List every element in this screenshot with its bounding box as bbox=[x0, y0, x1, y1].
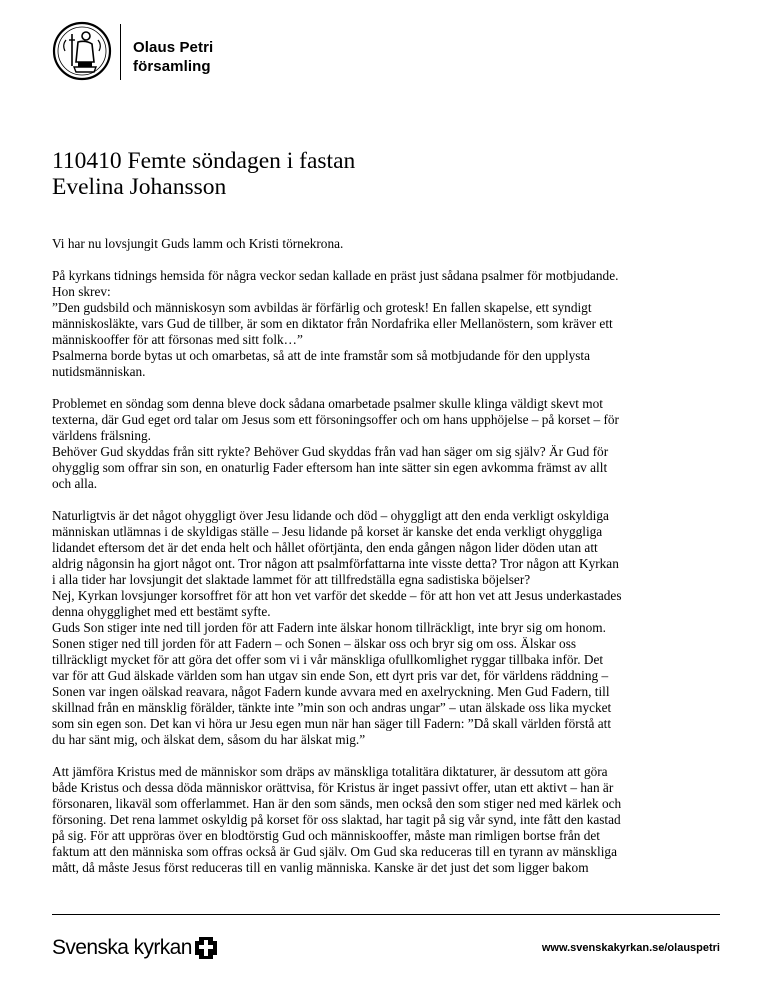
text-line: Behöver Gud skyddas från sitt rykte? Behöver Gud skyddas från vad han säger om sig själv? Är Gud för bbox=[52, 444, 609, 459]
title-date-line: 110410 Femte söndagen i fastan bbox=[52, 148, 356, 174]
text-line: Naturligtvis är det något ohyggligt över Jesu lidande och död – ohyggligt att den enda verkligt oskyldiga bbox=[52, 508, 609, 523]
paragraph bbox=[52, 508, 722, 748]
text-line: försoning. Det rena lammet oskyldig på korset för oss slaktad, har tagit på sig vår synd, inte fått den kastad bbox=[52, 812, 621, 827]
text-line: som sin egen son. Det kan vi höra ur Jesu egen mun när han säger till Fadern: ”Då skall världen förstå att bbox=[52, 716, 612, 731]
text-line: var för att Gud älskade världen som han utgav sin ende Son, ett dyrt pris var det, för världens räddning – bbox=[52, 668, 609, 683]
text-line: människan utlämnas i de skyldigas ställe – Jesu lidande på korset är kanske det enda verkligt ohyggliga bbox=[52, 524, 603, 539]
text-line: nutidsmänniskan. bbox=[52, 364, 146, 379]
text-line: ”Den gudsbild och människosyn som avbildas är förfärlig och grotesk! En fallen skapelse, ett syndigt bbox=[52, 300, 592, 315]
text-line: lidandet eftersom det är det enda helt och hållet oförtjänta, den enda gången någon lider döden utan att bbox=[52, 540, 598, 555]
footer-url: www.svenskakyrkan.se/olauspetri bbox=[541, 942, 720, 954]
parish-name-line2: församling bbox=[133, 58, 211, 75]
text-line: skillnad från en mänsklig förälder, tänkte inte ”min son och andras ungar” – utan älskade oss lika mycket bbox=[52, 700, 612, 715]
text-line: på sig. För att uppröras över en blodtörstig Gud och människooffer, måste man rimligen bortse från det bbox=[52, 828, 600, 843]
logo-divider bbox=[120, 24, 121, 80]
text-line: texterna, där Gud eget ord talar om Jesus som ett försoningsoffer och om hans upphöjelse – på korset – för bbox=[52, 412, 619, 427]
text-line: Guds Son stiger inte ned till jorden för att Fadern inte älskar honom tillräckligt, inte bryr sig om honom. bbox=[52, 620, 606, 635]
parish-seal-logo bbox=[52, 20, 112, 82]
text-line: faktum att den människa som offras också är Gud själv. Om Gud ska reduceras till en tyrann av mänskliga bbox=[52, 844, 617, 859]
document-title bbox=[52, 148, 355, 200]
text-line: människosläkte, vars Gud de tillber, är som en diktator från Nordafrika eller Mellanöstern, som kräver ett bbox=[52, 316, 613, 331]
text-line: mått, då måste Jesus först reduceras till en vanlig människa. Kanske är det just det som ligger bakom bbox=[52, 860, 589, 875]
paragraph bbox=[52, 764, 722, 876]
cross-symbol-icon bbox=[195, 937, 217, 959]
text-line: i alla tider har lovsjungit det slaktade lammet för att tillfredställa egna sadistiska böjelser? bbox=[52, 572, 531, 587]
text-line: Hon skrev: bbox=[52, 284, 111, 299]
text-line: Problemet en söndag som denna bleve dock sådana omarbetade psalmer skulle klinga väldigt skevt mot bbox=[52, 396, 603, 411]
footer-divider bbox=[52, 914, 720, 915]
text-line: Psalmerna borde bytas ut och omarbetas, så att de inte framstår som så motbjudande för den upplysta bbox=[52, 348, 591, 363]
paragraph bbox=[52, 396, 722, 492]
svenska-kyrkan-logo bbox=[52, 936, 217, 960]
text-line: både Kristus och dessa döda människor orättvisa, för Kristus är inget passivt offer, utan ett aktivt – han är bbox=[52, 780, 614, 795]
text-line: Vi har nu lovsjungit Guds lamm och Kristi törnekrona. bbox=[52, 236, 344, 251]
text-line: tillräckligt mycket för att göra det offer som vi i vår mänskliga ofullkomlighet ryggar tillbaka inför. Det bbox=[52, 652, 604, 667]
text-line: Sonen var ingen oälskad reavara, något Fadern kunde avvara med en axelryckning. Men Gud Fadern, till bbox=[52, 684, 610, 699]
text-line: och alla. bbox=[52, 476, 98, 491]
text-line: försonaren, likaväl som offerlammet. Han är den som sänds, men också den som stiger ned med kärlek och bbox=[52, 796, 622, 811]
title-author-line: Evelina Johansson bbox=[52, 174, 227, 200]
sermon-body bbox=[52, 236, 722, 892]
paragraph bbox=[52, 268, 722, 380]
text-line: Sonen stiger ned till jorden för att Fadern – och Sonen – älskar oss och bryr sig om oss. Älskar oss bbox=[52, 636, 577, 651]
text-line: ohygglig som offrar sin son, en onaturlig Fader eftersom han inte sätter sin egen avkomma främst av allt bbox=[52, 460, 608, 475]
text-line: Nej, Kyrkan lovsjunger korsoffret för att hon vet varför det skedde – för att hon vet att Jesus underkastades bbox=[52, 588, 622, 603]
text-line: du har sänt mig, och älskat dem, såsom du har älskat mig.” bbox=[52, 732, 366, 747]
text-line: aldrig någonsin ha gjort något ont. Tror någon att psalmförfattarna inte visste detta? Tror någon att Kyrkan bbox=[52, 556, 619, 571]
text-line: På kyrkans tidnings hemsida för några veckor sedan kallade en präst just sådana psalmer för motbjudande. bbox=[52, 268, 619, 283]
brand-text: Svenska kyrkan bbox=[52, 936, 192, 959]
text-line: Att jämföra Kristus med de människor som dräps av mänskliga totalitära diktaturer, är dessutom att göra bbox=[52, 764, 608, 779]
parish-name-line1: Olaus Petri bbox=[133, 39, 214, 56]
text-line: denna ohygglighet med ett bestämt syfte. bbox=[52, 604, 271, 619]
paragraph bbox=[52, 236, 722, 252]
text-line: världens frälsning. bbox=[52, 428, 151, 443]
text-line: människooffer för att försonas med sitt folk…” bbox=[52, 332, 303, 347]
parish-name bbox=[133, 38, 213, 76]
